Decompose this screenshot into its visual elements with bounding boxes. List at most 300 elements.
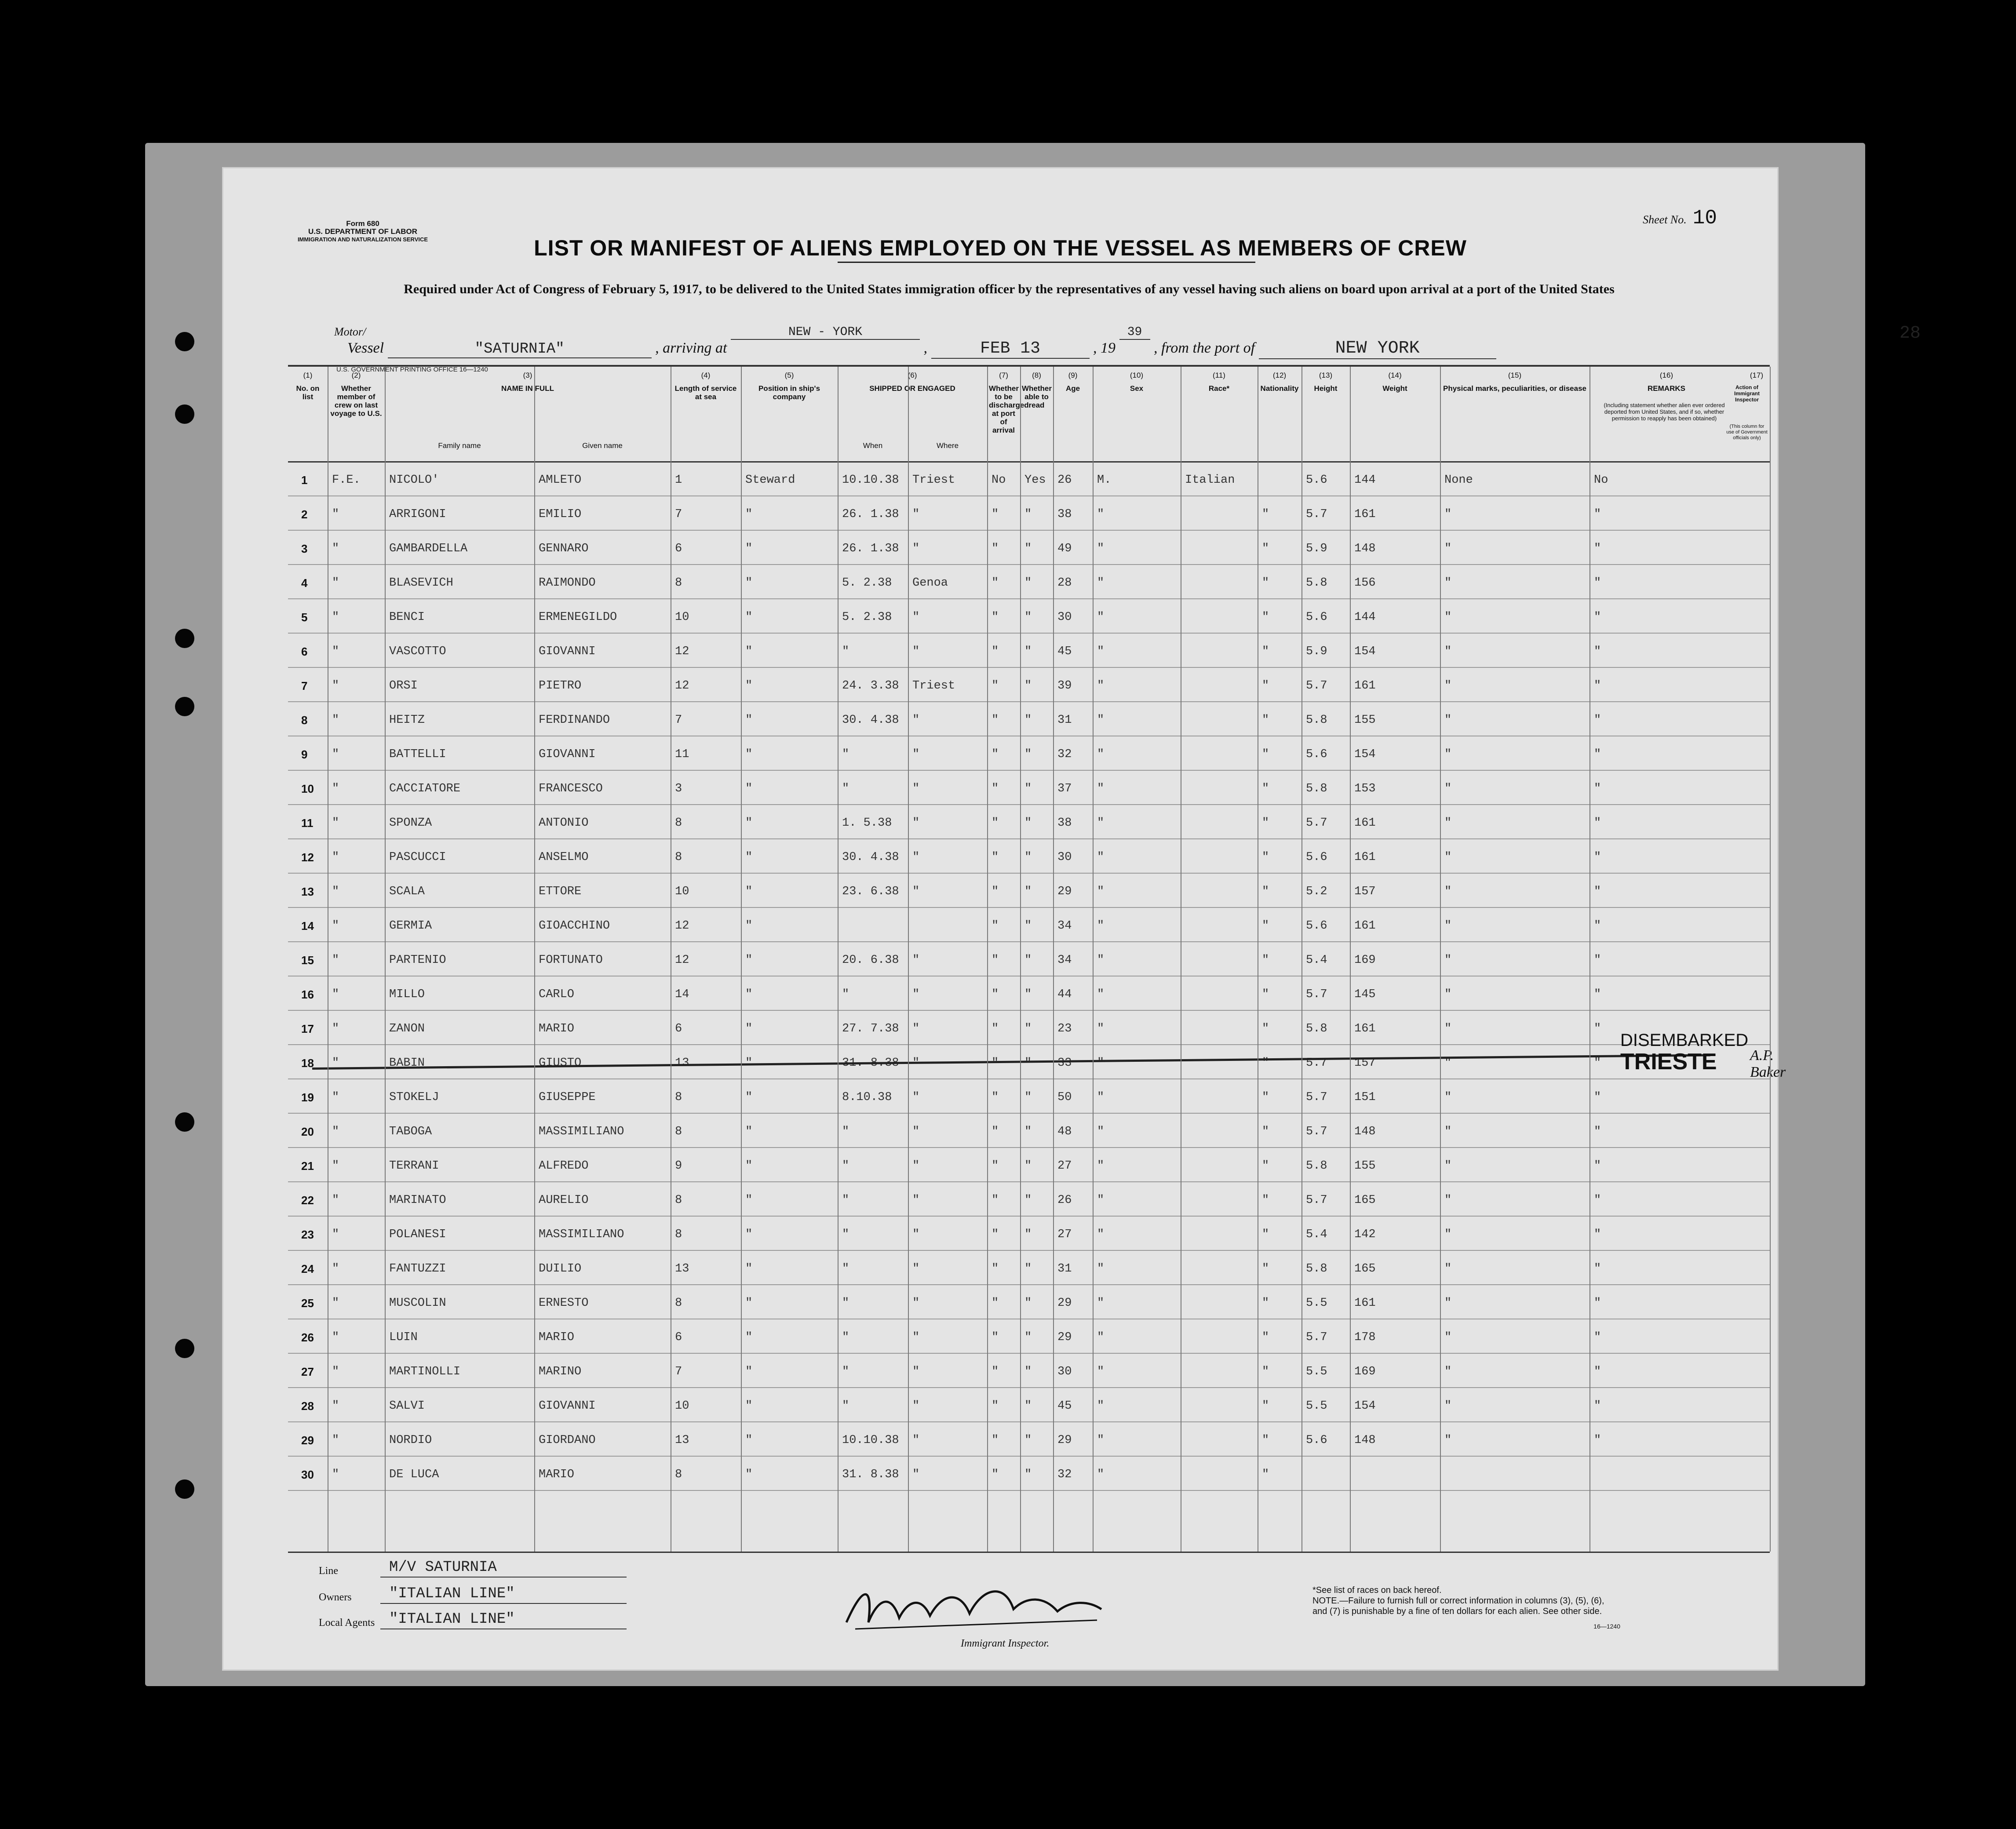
cell-age: 26: [1057, 474, 1072, 487]
column-header: Action of Immigrant Inspector: [1734, 384, 1760, 403]
cell-weight: 169: [1354, 954, 1376, 967]
cell-marks: None: [1444, 474, 1473, 487]
cell-no: 22: [301, 1194, 314, 1207]
cell-service: 6: [675, 1331, 682, 1344]
cell-family: BENCI: [389, 611, 425, 624]
cell-sex: ": [1097, 714, 1105, 727]
cell-weight: 148: [1354, 542, 1376, 555]
cell-age: 29: [1057, 1434, 1072, 1447]
cell-sex: ": [1097, 679, 1105, 692]
year-label: 19: [1101, 340, 1116, 356]
cell-prev: ": [332, 1399, 339, 1413]
cell-sex: ": [1097, 1228, 1105, 1241]
cell-when: ": [842, 1297, 849, 1310]
cell-where: ": [912, 1022, 920, 1035]
table-row: [288, 770, 1770, 805]
cell-when: 10.10.38: [842, 474, 899, 487]
cell-age: 44: [1057, 988, 1072, 1001]
cell-remarks: ": [1594, 988, 1601, 1001]
cell-given: ETTORE: [539, 885, 582, 898]
cell-given: GIUSTO: [539, 1057, 582, 1070]
column-header: Whether able to read: [1022, 384, 1052, 409]
cell-sex: ": [1097, 782, 1105, 795]
cell-position: ": [745, 919, 753, 933]
cell-given: MASSIMILIANO: [539, 1228, 624, 1241]
cell-family: PASCUCCI: [389, 851, 446, 864]
cell-age: 45: [1057, 1399, 1072, 1413]
cell-sex: ": [1097, 576, 1105, 590]
cell-nationality: ": [1262, 1297, 1269, 1310]
cell-weight: 142: [1354, 1228, 1376, 1241]
cell-remarks: ": [1594, 1125, 1601, 1138]
cell-family: SALVI: [389, 1399, 425, 1413]
cell-remarks: ": [1594, 645, 1601, 658]
cell-given: GIUSEPPE: [539, 1091, 596, 1104]
cell-weight: 144: [1354, 611, 1376, 624]
cell-given: FERDINANDO: [539, 714, 610, 727]
cell-where: ": [912, 748, 920, 761]
cell-given: ALFREDO: [539, 1159, 589, 1173]
cell-age: 23: [1057, 1022, 1072, 1035]
table-row: [288, 1078, 1770, 1114]
table-row: [288, 1181, 1770, 1217]
cell-sex: ": [1097, 748, 1105, 761]
cell-nationality: ": [1262, 1365, 1269, 1378]
cell-no: 20: [301, 1125, 314, 1138]
cell-no: 5: [301, 611, 308, 624]
cell-discharged: ": [992, 1365, 999, 1378]
column-rule: [1053, 367, 1054, 1552]
cell-read: ": [1024, 645, 1032, 658]
column-number: (13): [1319, 371, 1333, 379]
column-rule: [1589, 367, 1590, 1552]
cell-when: 20. 6.38: [842, 954, 899, 967]
cell-marks: ": [1444, 748, 1452, 761]
cell-nationality: ": [1262, 919, 1269, 933]
cell-read: Yes: [1024, 474, 1046, 487]
cell-where: ": [912, 1331, 920, 1344]
cell-when: 26. 1.38: [842, 508, 899, 521]
cell-service: 8: [675, 1091, 682, 1104]
cell-nationality: ": [1262, 1091, 1269, 1104]
cell-marks: ": [1444, 1297, 1452, 1310]
cell-read: ": [1024, 782, 1032, 795]
line-field: [319, 1559, 497, 1577]
cell-position: ": [745, 1228, 753, 1241]
cell-weight: 169: [1354, 1365, 1376, 1378]
cell-position: ": [745, 1399, 753, 1413]
column-rule: [741, 367, 742, 1552]
cell-weight: 161: [1354, 1022, 1376, 1035]
cell-remarks: ": [1594, 919, 1601, 933]
cell-service: 12: [675, 645, 689, 658]
cell-marks: ": [1444, 1057, 1452, 1070]
cell-height: 5.8: [1306, 782, 1327, 795]
cell-weight: 154: [1354, 645, 1376, 658]
column-number: (9): [1068, 371, 1078, 379]
document-title: LIST OR MANIFEST OF ALIENS EMPLOYED ON THE VESSEL AS MEMBERS OF CREW: [534, 236, 1467, 260]
cell-sex: ": [1097, 1125, 1105, 1138]
punch-hole: [175, 404, 194, 424]
column-header: Position in ship's company: [758, 384, 820, 401]
cell-no: 8: [301, 714, 308, 727]
column-number: (12): [1272, 371, 1287, 379]
cell-discharged: No: [992, 474, 1006, 487]
cell-given: GIOVANNI: [539, 748, 596, 761]
column-header: Length of service at sea: [674, 384, 737, 401]
cell-marks: ": [1444, 1159, 1452, 1173]
cell-service: 10: [675, 611, 689, 624]
cell-prev: ": [332, 1022, 339, 1035]
cell-no: 11: [301, 816, 314, 830]
cell-height: 5.8: [1306, 1159, 1327, 1173]
cell-where: ": [912, 508, 920, 521]
punch-hole: [175, 1112, 194, 1132]
cell-nationality: ": [1262, 1159, 1269, 1173]
cell-nationality: ": [1262, 679, 1269, 692]
cell-age: 37: [1057, 782, 1072, 795]
cell-nationality: ": [1262, 1331, 1269, 1344]
cell-age: 32: [1057, 1468, 1072, 1481]
owners-label: Owners: [319, 1592, 352, 1603]
column-number: (14): [1388, 371, 1402, 379]
cell-weight: 157: [1354, 885, 1376, 898]
table-row: [288, 1216, 1770, 1251]
cell-position: ": [745, 1262, 753, 1275]
cell-service: 8: [675, 851, 682, 864]
cell-family: ORSI: [389, 679, 418, 692]
cell-marks: ": [1444, 885, 1452, 898]
cell-no: 13: [301, 885, 314, 898]
cell-prev: ": [332, 1331, 339, 1344]
cell-remarks: ": [1594, 542, 1601, 555]
inspector-signature: [838, 1574, 1110, 1636]
cell-where: ": [912, 885, 920, 898]
cell-discharged: ": [992, 885, 999, 898]
cell-marks: ": [1444, 782, 1452, 795]
cell-service: 8: [675, 1194, 682, 1207]
cell-service: 13: [675, 1434, 689, 1447]
line-label: Line: [319, 1565, 338, 1577]
table-row: [288, 530, 1770, 565]
cell-nationality: ": [1262, 1125, 1269, 1138]
cell-position: ": [745, 1022, 753, 1035]
cell-remarks: ": [1594, 885, 1601, 898]
cell-weight: 151: [1354, 1091, 1376, 1104]
cell-when: ": [842, 1125, 849, 1138]
cell-weight: 155: [1354, 1159, 1376, 1173]
cell-where: ": [912, 1228, 920, 1241]
cell-prev: F.E.: [332, 474, 361, 487]
column-rule: [1440, 367, 1441, 1552]
department-name: U.S. DEPARTMENT OF LABOR: [308, 227, 418, 236]
cell-marks: ": [1444, 1091, 1452, 1104]
cell-position: ": [745, 1331, 753, 1344]
cell-given: ERMENEGILDO: [539, 611, 617, 624]
line-value: M/V SATURNIA: [389, 1559, 497, 1576]
cell-marks: ": [1444, 816, 1452, 830]
cell-given: GENNARO: [539, 542, 589, 555]
cell-family: POLANESI: [389, 1228, 446, 1241]
cell-discharged: ": [992, 1091, 999, 1104]
cell-where: ": [912, 988, 920, 1001]
cell-discharged: ": [992, 816, 999, 830]
cell-marks: ": [1444, 508, 1452, 521]
cell-nationality: ": [1262, 714, 1269, 727]
cell-remarks: ": [1594, 1297, 1601, 1310]
cell-sex: ": [1097, 816, 1105, 830]
cell-weight: 156: [1354, 576, 1376, 590]
cell-service: 13: [675, 1057, 689, 1070]
cell-family: ARRIGONI: [389, 508, 446, 521]
cell-read: ": [1024, 576, 1032, 590]
cell-age: 26: [1057, 1194, 1072, 1207]
sheet-number: [1643, 207, 1717, 230]
arrival-date: FEB 13: [931, 339, 1090, 359]
cell-discharged: ": [992, 645, 999, 658]
table-row: [288, 1456, 1770, 1491]
cell-where: ": [912, 645, 920, 658]
cell-family: MARINATO: [389, 1194, 446, 1207]
cell-discharged: ": [992, 988, 999, 1001]
cell-age: 30: [1057, 851, 1072, 864]
cell-service: 12: [675, 919, 689, 933]
cell-service: 9: [675, 1159, 682, 1173]
cell-nationality: ": [1262, 748, 1269, 761]
cell-remarks: ": [1594, 748, 1601, 761]
cell-given: CARLO: [539, 988, 575, 1001]
column-rule: [1301, 367, 1302, 1552]
table-row: [288, 1387, 1770, 1422]
cell-where: ": [912, 954, 920, 967]
cell-height: 5.7: [1306, 508, 1327, 521]
cell-remarks: ": [1594, 1434, 1601, 1447]
cell-prev: ": [332, 988, 339, 1001]
cell-age: 29: [1057, 1297, 1072, 1310]
cell-given: AMLETO: [539, 474, 582, 487]
column-number: (11): [1213, 371, 1225, 379]
cell-marks: ": [1444, 954, 1452, 967]
cell-prev: ": [332, 542, 339, 555]
cell-no: 17: [301, 1022, 314, 1035]
cell-no: 25: [301, 1297, 314, 1310]
table-header: [288, 367, 1770, 463]
cell-age: 32: [1057, 748, 1072, 761]
cell-age: 31: [1057, 714, 1072, 727]
column-rule: [534, 367, 535, 1552]
cell-family: TERRANI: [389, 1159, 439, 1173]
cell-when: ": [842, 645, 849, 658]
cell-weight: 161: [1354, 508, 1376, 521]
cell-sex: ": [1097, 1297, 1105, 1310]
cell-age: 30: [1057, 1365, 1072, 1378]
cell-given: GIOVANNI: [539, 1399, 596, 1413]
cell-family: FANTUZZI: [389, 1262, 446, 1275]
table-row: [288, 1250, 1770, 1285]
cell-where: ": [912, 782, 920, 795]
cell-age: 31: [1057, 1262, 1072, 1275]
cell-sex: ": [1097, 1091, 1105, 1104]
cell-read: ": [1024, 611, 1032, 624]
cell-when: 8.10.38: [842, 1091, 892, 1104]
cell-nationality: ": [1262, 885, 1269, 898]
table-row: [288, 976, 1770, 1011]
cell-service: 12: [675, 954, 689, 967]
cell-position: ": [745, 542, 753, 555]
table-row: [288, 701, 1770, 736]
column-header: NAME IN FULL: [501, 384, 554, 393]
cell-when: 24. 3.38: [842, 679, 899, 692]
cell-height: 5.5: [1306, 1399, 1327, 1413]
cell-read: ": [1024, 1057, 1032, 1070]
cell-height: 5.9: [1306, 542, 1327, 555]
cell-discharged: ": [992, 679, 999, 692]
cell-nationality: ": [1262, 816, 1269, 830]
cell-remarks: ": [1594, 1091, 1601, 1104]
cell-position: ": [745, 851, 753, 864]
cell-prev: ": [332, 1125, 339, 1138]
cell-prev: ": [332, 1091, 339, 1104]
service-name: IMMIGRATION AND NATURALIZATION SERVICE: [297, 236, 428, 243]
cell-nationality: ": [1262, 954, 1269, 967]
cell-height: 5.7: [1306, 679, 1327, 692]
cell-prev: ": [332, 885, 339, 898]
cell-nationality: ": [1262, 851, 1269, 864]
cell-weight: 145: [1354, 988, 1376, 1001]
cell-family: NORDIO: [389, 1434, 432, 1447]
cell-age: 49: [1057, 542, 1072, 555]
cell-prev: ": [332, 1365, 339, 1378]
given-name-subheader: Given name: [582, 441, 623, 450]
cell-sex: ": [1097, 1399, 1105, 1413]
cell-service: 12: [675, 679, 689, 692]
cell-weight: 161: [1354, 919, 1376, 933]
cell-when: 5. 2.38: [842, 576, 892, 590]
cell-height: 5.8: [1306, 1262, 1327, 1275]
cell-when: 26. 1.38: [842, 542, 899, 555]
cell-service: 7: [675, 1365, 682, 1378]
margin-mark: 28: [1899, 324, 1921, 343]
cell-prev: ": [332, 611, 339, 624]
column-number: (5): [784, 371, 794, 379]
remarks-note: (Including statement whether alien ever ordered deported from United States, and if so, whether permission to reapply has been obtained): [1604, 402, 1725, 422]
form-number: Form 680: [346, 219, 379, 228]
table-row: [288, 1147, 1770, 1182]
cell-family: BABIN: [389, 1057, 425, 1070]
cell-service: 10: [675, 885, 689, 898]
cell-where: Triest: [912, 474, 955, 487]
cell-prev: ": [332, 1057, 339, 1070]
cell-family: CACCIATORE: [389, 782, 461, 795]
cell-when: ": [842, 782, 849, 795]
cell-discharged: ": [992, 1297, 999, 1310]
cell-no: 27: [301, 1365, 314, 1378]
cell-service: 8: [675, 1468, 682, 1481]
cell-read: ": [1024, 542, 1032, 555]
cell-discharged: ": [992, 954, 999, 967]
cell-discharged: ": [992, 1159, 999, 1173]
cell-when: ": [842, 1365, 849, 1378]
cell-prev: ": [332, 714, 339, 727]
cell-sex: ": [1097, 919, 1105, 933]
cell-sex: ": [1097, 1331, 1105, 1344]
cell-age: 50: [1057, 1091, 1072, 1104]
cell-height: 5.8: [1306, 714, 1327, 727]
cell-age: 27: [1057, 1159, 1072, 1173]
cell-read: ": [1024, 1262, 1032, 1275]
cell-height: 5.6: [1306, 474, 1327, 487]
table-row: [288, 564, 1770, 599]
cell-remarks: ": [1594, 1159, 1601, 1173]
cell-service: 8: [675, 576, 682, 590]
cell-prev: ": [332, 816, 339, 830]
cell-height: 5.7: [1306, 1091, 1327, 1104]
cell-when: 31. 8.38: [842, 1468, 899, 1481]
punch-hole: [175, 697, 194, 716]
cell-height: 5.6: [1306, 611, 1327, 624]
cell-marks: ": [1444, 1365, 1452, 1378]
cell-height: 5.6: [1306, 748, 1327, 761]
cell-given: ERNESTO: [539, 1297, 589, 1310]
cell-nationality: ": [1262, 508, 1269, 521]
disembarked-stamp: [1620, 1031, 1786, 1080]
cell-discharged: ": [992, 1331, 999, 1344]
column-number: (10): [1130, 371, 1144, 379]
cell-read: ": [1024, 508, 1032, 521]
arriving-port: NEW - YORK: [731, 325, 920, 340]
stamp-line-1: DISEMBARKED: [1620, 1031, 1749, 1050]
cell-read: ": [1024, 816, 1032, 830]
cell-discharged: ": [992, 542, 999, 555]
cell-service: 8: [675, 1228, 682, 1241]
cell-family: BLASEVICH: [389, 576, 453, 590]
cell-marks: ": [1444, 1331, 1452, 1344]
cell-read: ": [1024, 954, 1032, 967]
cell-where: ": [912, 1297, 920, 1310]
cell-service: 1: [675, 474, 682, 487]
cell-read: ": [1024, 1022, 1032, 1035]
cell-read: ": [1024, 1228, 1032, 1241]
cell-age: 29: [1057, 1331, 1072, 1344]
cell-nationality: ": [1262, 1434, 1269, 1447]
table-row: [288, 461, 1770, 496]
cell-nationality: ": [1262, 542, 1269, 555]
cell-family: STOKELJ: [389, 1091, 439, 1104]
cell-sex: ": [1097, 885, 1105, 898]
column-header: Whether to be discharged at port of arrival: [989, 384, 1029, 434]
cell-position: ": [745, 748, 753, 761]
cell-height: 5.7: [1306, 816, 1327, 830]
cell-position: ": [745, 954, 753, 967]
cell-when: 10.10.38: [842, 1434, 899, 1447]
table-row: [288, 941, 1770, 976]
cell-height: 5.5: [1306, 1365, 1327, 1378]
cell-age: 45: [1057, 645, 1072, 658]
cell-given: ANSELMO: [539, 851, 589, 864]
agents-label: Local Agents: [319, 1617, 375, 1629]
cell-discharged: ": [992, 1228, 999, 1241]
cell-position: ": [745, 1159, 753, 1173]
from-port-label: from the port of: [1161, 340, 1255, 356]
cell-discharged: ": [992, 1262, 999, 1275]
table-row: [288, 873, 1770, 908]
cell-read: ": [1024, 919, 1032, 933]
cell-read: ": [1024, 1297, 1032, 1310]
cell-position: Steward: [745, 474, 795, 487]
cell-remarks: ": [1594, 954, 1601, 967]
column-header: Height: [1314, 384, 1338, 393]
cell-given: RAIMONDO: [539, 576, 596, 590]
